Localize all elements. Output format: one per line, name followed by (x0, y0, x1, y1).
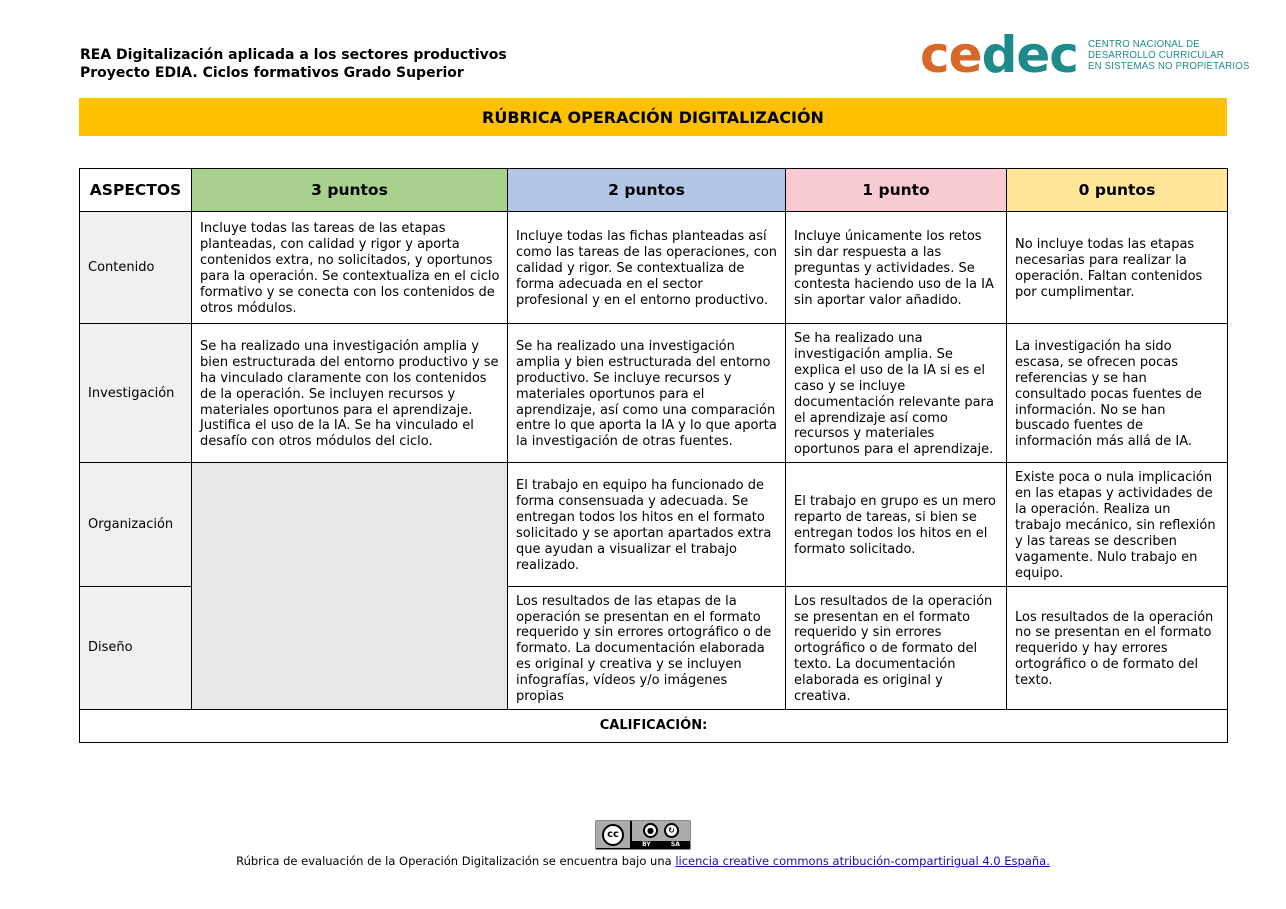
cell-diseno-2: Los resultados de las etapas de la operación se presentan en el formato requerido y sin errores ortográfico o de formato. La documentación elaborada es original y creativa y se incluyen infografías, vídeos y/o imágenes propias (508, 586, 786, 709)
cell-investigacion-3: Se ha realizado una investigación amplia y bien estructurada del entorno productivo y se ha vinculado claramente con los contenidos de la operación. Se incluyen recursos y materiales oportunos para el aprendizaje. Justifica el uso de la IA. Se ha vinculado el desafío con otros módulos del ciclo. (192, 324, 508, 463)
license-link[interactable]: licencia creative commons atribución-compartirigual 4.0 España. (675, 854, 1050, 868)
header-line-2: Proyecto EDIA. Ciclos formativos Grado Superior (80, 65, 464, 81)
cc-label-by: BY (642, 841, 651, 848)
cell-investigacion-1: Se ha realizado una investigación amplia. Se explica el uso de la IA si es el caso y se incluye documentación relevante para el aprendizaje así como recursos y materiales oportunos para el aprendizaje. (786, 324, 1007, 463)
aspect-organizacion: Organización (80, 463, 192, 586)
rubric-table (79, 168, 1228, 743)
merged-empty-cell (192, 463, 508, 710)
cc-terms-icons (643, 823, 679, 838)
license-prefix: Rúbrica de evaluación de la Operación Digitalización se encuentra bajo una (236, 854, 676, 868)
table-row (80, 212, 1228, 324)
calificacion-label: CALIFICACIÓN: (80, 709, 1228, 742)
table-row (80, 463, 1228, 586)
document-header (80, 46, 507, 82)
logo-wordmark-part2: dec (981, 26, 1078, 84)
rubric-title: RÚBRICA OPERACIÓN DIGITALIZACIÓN (482, 107, 824, 127)
license-footer (0, 820, 1286, 868)
header-line-1: REA Digitalización aplicada a los sectores productivos (80, 47, 507, 63)
logo-sub-line-3: EN SISTEMAS NO PROPIETARIOS (1087, 59, 1250, 72)
table-row (80, 324, 1228, 463)
cell-contenido-3: Incluye todas las tareas de las etapas planteadas, con calidad y rigor y aporta contenidos extra, no solicitados, y oportunos para la operación. Se contextualiza en el ciclo formativo y se conecta con los contenidos de otros módulos. (192, 212, 508, 324)
header-aspectos: ASPECTOS (80, 169, 192, 212)
logo-sub-line-1: CENTRO NACIONAL DE (1087, 37, 1200, 50)
attribution-icon: ● (643, 823, 658, 838)
logo-wordmark-part1: ce (920, 26, 982, 84)
logo-sub-line-2: DESARROLLO CURRICULAR (1087, 48, 1224, 61)
logo-wordmark (920, 26, 1078, 84)
cell-diseno-1: Los resultados de la operación se presentan en el formato requerido y sin errores ortográfico o de formato del texto. La documentación elaborada es original y creativa. (786, 586, 1007, 709)
cell-diseno-0: Los resultados de la operación no se presentan en el formato requerido y hay errores ortográfico o de formato del texto. (1007, 586, 1228, 709)
license-text (0, 854, 1286, 868)
header-3-puntos: 3 puntos (192, 169, 508, 212)
header-2-puntos: 2 puntos (508, 169, 786, 212)
header-1-punto: 1 punto (786, 169, 1007, 212)
cell-organizacion-1: El trabajo en grupo es un mero reparto de tareas, si bien se entregan todos los hitos en el formato solicitado. (786, 463, 1007, 586)
cc-icon: cc (602, 824, 624, 846)
table-header-row (80, 169, 1228, 212)
cc-label-sa: SA (670, 841, 680, 848)
share-alike-icon: ↻ (664, 823, 679, 838)
cc-by-sa-badge (595, 820, 691, 850)
rubric-title-banner (79, 98, 1227, 136)
cc-logo-area (596, 821, 630, 848)
header-0-puntos: 0 puntos (1007, 169, 1228, 212)
logo-subtitle (1088, 39, 1250, 72)
calificacion-row (80, 709, 1228, 742)
cell-investigacion-0: La investigación ha sido escasa, se ofrecen pocas referencias y se han consultado pocas fuentes de información. No se han buscado fuentes de información más allá de IA. (1007, 324, 1228, 463)
cc-terms-area (632, 821, 690, 849)
aspect-contenido: Contenido (80, 212, 192, 324)
cc-term-labels (632, 841, 690, 849)
cell-organizacion-2: El trabajo en equipo ha funcionado de forma consensuada y adecuada. Se entregan todos los hitos en el formato solicitado y se aportan apartados extra que ayudan a visualizar el trabajo realizado. (508, 463, 786, 586)
cedec-logo (920, 26, 1263, 84)
aspect-diseno: Diseño (80, 586, 192, 709)
cell-contenido-0: No incluye todas las etapas necesarias para realizar la operación. Faltan contenidos por cumplimentar. (1007, 212, 1228, 324)
aspect-investigacion: Investigación (80, 324, 192, 463)
cell-contenido-1: Incluye únicamente los retos sin dar respuesta a las preguntas y actividades. Se contesta haciendo uso de la IA sin aportar valor añadido. (786, 212, 1007, 324)
cell-contenido-2: Incluye todas las fichas planteadas así como las tareas de las operaciones, con calidad y rigor. Se contextualiza de forma adecuada en el sector profesional y en el entorno productivo. (508, 212, 786, 324)
cell-investigacion-2: Se ha realizado una investigación amplia y bien estructurada del entorno productivo. Se incluye recursos y materiales oportunos para el aprendizaje, así como una comparación entre lo que aporta la IA y lo que aporta la investigación de otras fuentes. (508, 324, 786, 463)
cell-organizacion-0: Existe poca o nula implicación en las etapas y actividades de la operación. Realiza un trabajo mecánico, sin reflexión y las tareas se describen vagamente. Nulo trabajo en equipo. (1007, 463, 1228, 586)
